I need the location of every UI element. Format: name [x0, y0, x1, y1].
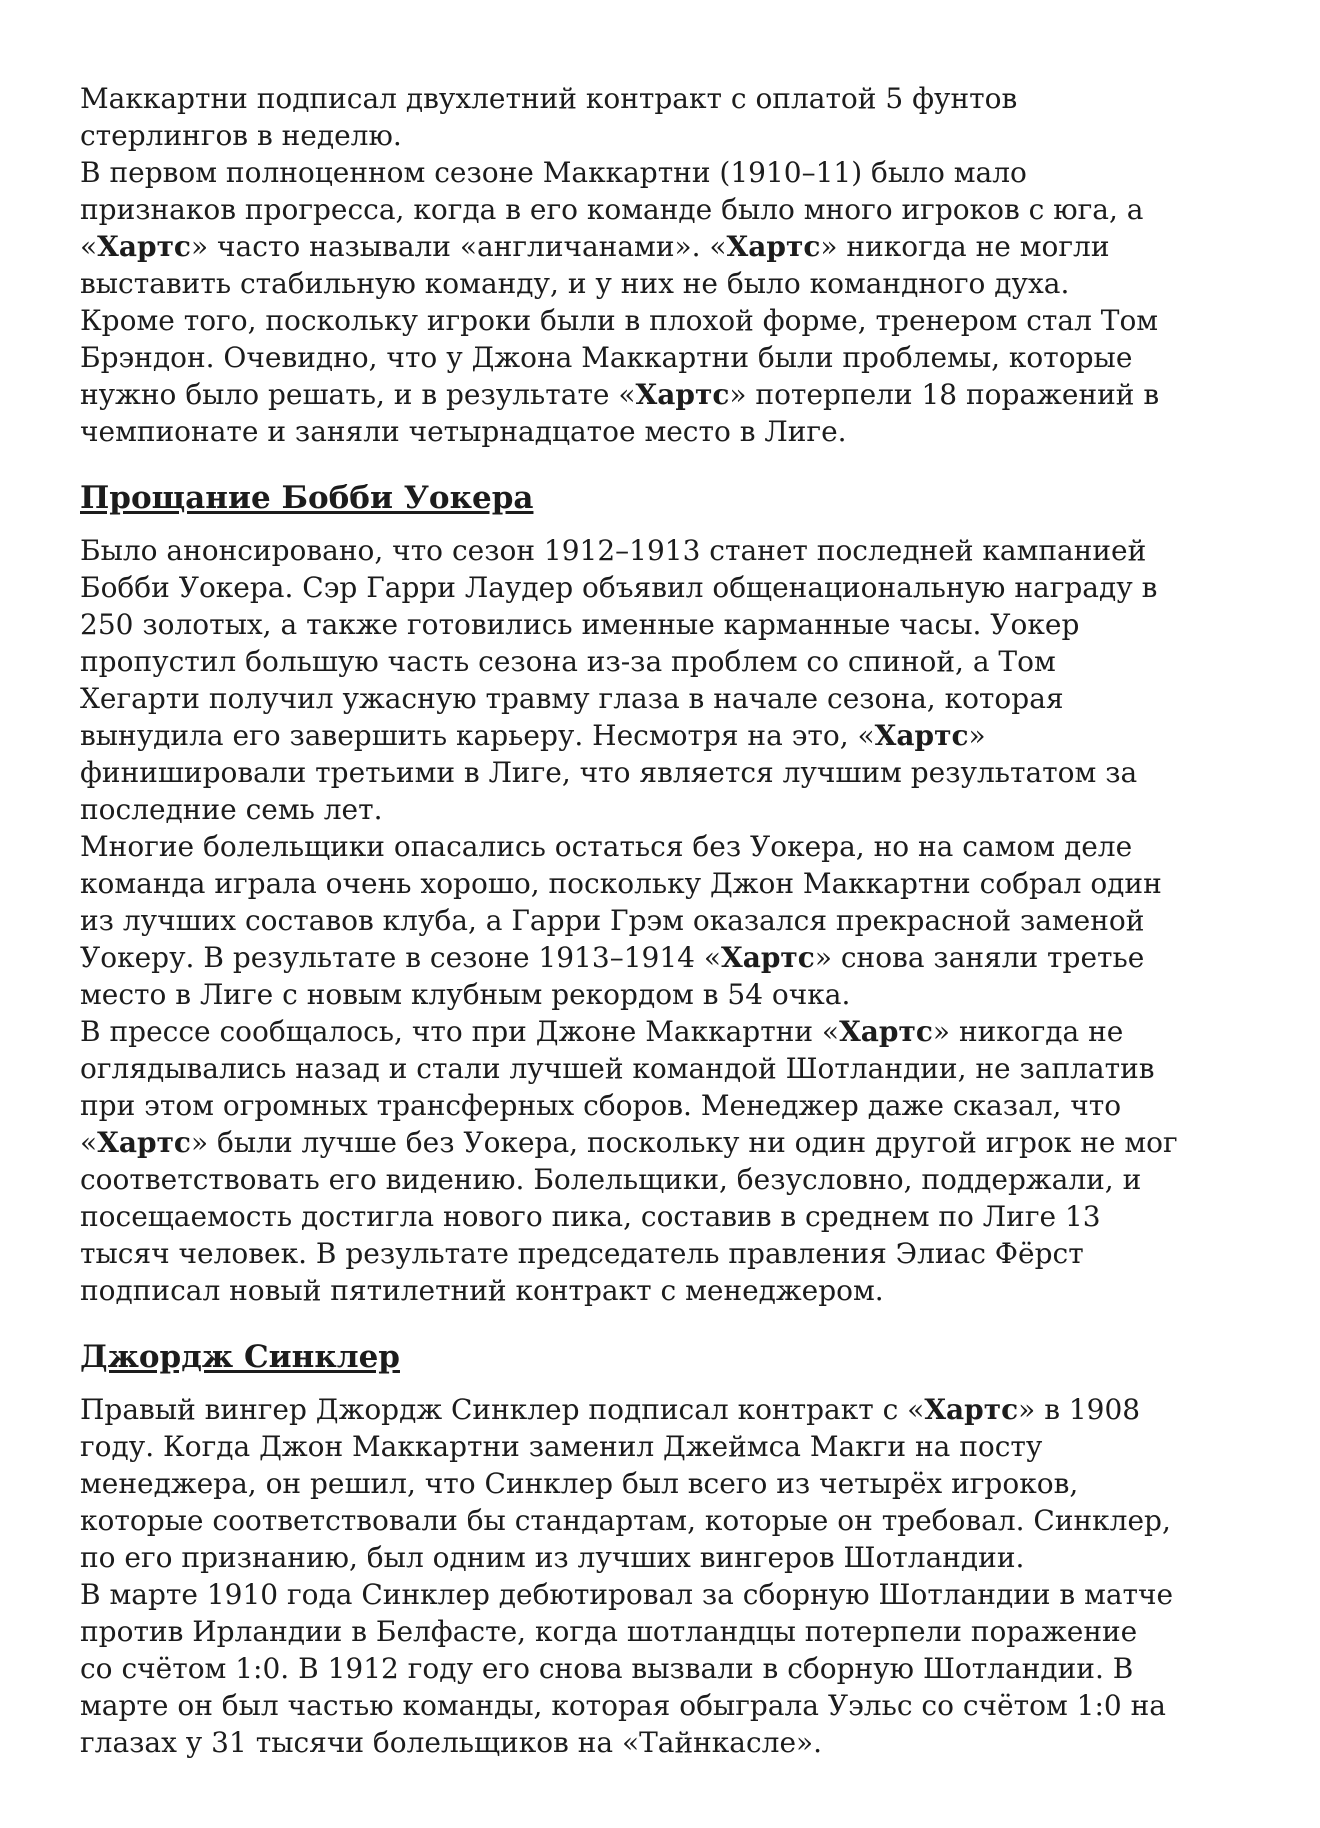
document-page	[80, 80, 1260, 1761]
club-name-bold: Хартс	[839, 1015, 933, 1048]
paragraph: В первом полноценном сезоне Маккартни (1910–11) было мало признаков прогресса, когда в его команде было много игроков с юга, а «Хартс» часто называли «англичанами». «Хартс» никогда не могли выставить стабильную команду, и у них не было командного духа. Кроме того, поскольку игроки были в плохой форме, тренером стал Том Брэндон. Очевидно, что у Джона Маккартни были проблемы, которые нужно было решать, и в результате «Хартс» потерпели 18 поражений в чемпионате и заняли четырнадцатое место в Лиге.	[80, 156, 1160, 448]
club-name-bold: Хартс	[726, 230, 821, 263]
club-name-bold: Хартс	[635, 378, 730, 411]
club-name-bold: Хартс	[924, 1393, 1019, 1426]
club-name-bold: Хартс	[97, 1126, 191, 1159]
section-heading: Джордж Синклер	[80, 1339, 400, 1375]
paragraph: В марте 1910 года Синклер дебютировал за сборную Шотландии в матче против Ирландии в Белфасте, когда шотландцы потерпели поражение со счётом 1:0. В 1912 году его снова вызвали в сборную Шотландии. В марте он был частью команды, которая обыграла Уэльс со счётом 1:0 на глазах у 31 тысячи болельщиков на «Тайнкасле».	[80, 1578, 1174, 1759]
paragraph: Было анонсировано, что сезон 1912–1913 станет последней кампанией Бобби Уокера. Сэр Гарри Лаудер объявил общенациональную награду в 250 золотых, а также готовились именные карманные часы. Уокер пропустил большую часть сезона из-за проблем со спиной, а Том Хегарти получил ужасную травму глаза в начале сезона, которая вынудила его завершить карьеру. Несмотря на это, «Хартс» финишировали третьими в Лиге, что является лучшим результатом за последние семь лет.	[80, 534, 1158, 826]
club-name-bold: Хартс	[97, 230, 191, 263]
paragraph: Правый вингер Джордж Синклер подписал контракт с «Хартс» в 1908 году. Когда Джон Маккартни заменил Джеймса Макги на посту менеджера, он решил, что Синклер был всего из четырёх игроков, которые соответствовали бы стандартам, которые он требовал. Синклер, по его признанию, был одним из лучших вингеров Шотландии.	[80, 1393, 1171, 1574]
paragraph: Многие болельщики опасались остаться без Уокера, но на самом деле команда играла очень хорошо, поскольку Джон Маккартни собрал один из лучших составов клуба, а Гарри Грэм оказался прекрасной заменой Уокеру. В результате в сезоне 1913–1914 «Хартс» снова заняли третье место в Лиге с новым клубным рекордом в 54 очка.	[80, 830, 1162, 1011]
paragraph: Маккартни подписал двухлетний контракт с оплатой 5 фунтов стерлингов в неделю.	[80, 82, 1018, 152]
section-heading: Прощание Бобби Уокера	[80, 480, 534, 516]
club-name-bold: Хартс	[874, 719, 969, 752]
paragraph: В прессе сообщалось, что при Джоне Маккартни «Хартс» никогда не оглядывались назад и стали лучшей командой Шотландии, не заплатив при этом огромных трансферных сборов. Менеджер даже сказал, что «Хартс» были лучше без Уокера, поскольку ни один другой игрок не мог соответствовать его видению. Болельщики, безусловно, поддержали, и посещаемость достигла нового пика, составив в среднем по Лиге 13 тысяч человек. В результате председатель правления Элиас Фёрст подписал новый пятилетний контракт с менеджером.	[80, 1015, 1178, 1307]
club-name-bold: Хартс	[720, 941, 815, 974]
